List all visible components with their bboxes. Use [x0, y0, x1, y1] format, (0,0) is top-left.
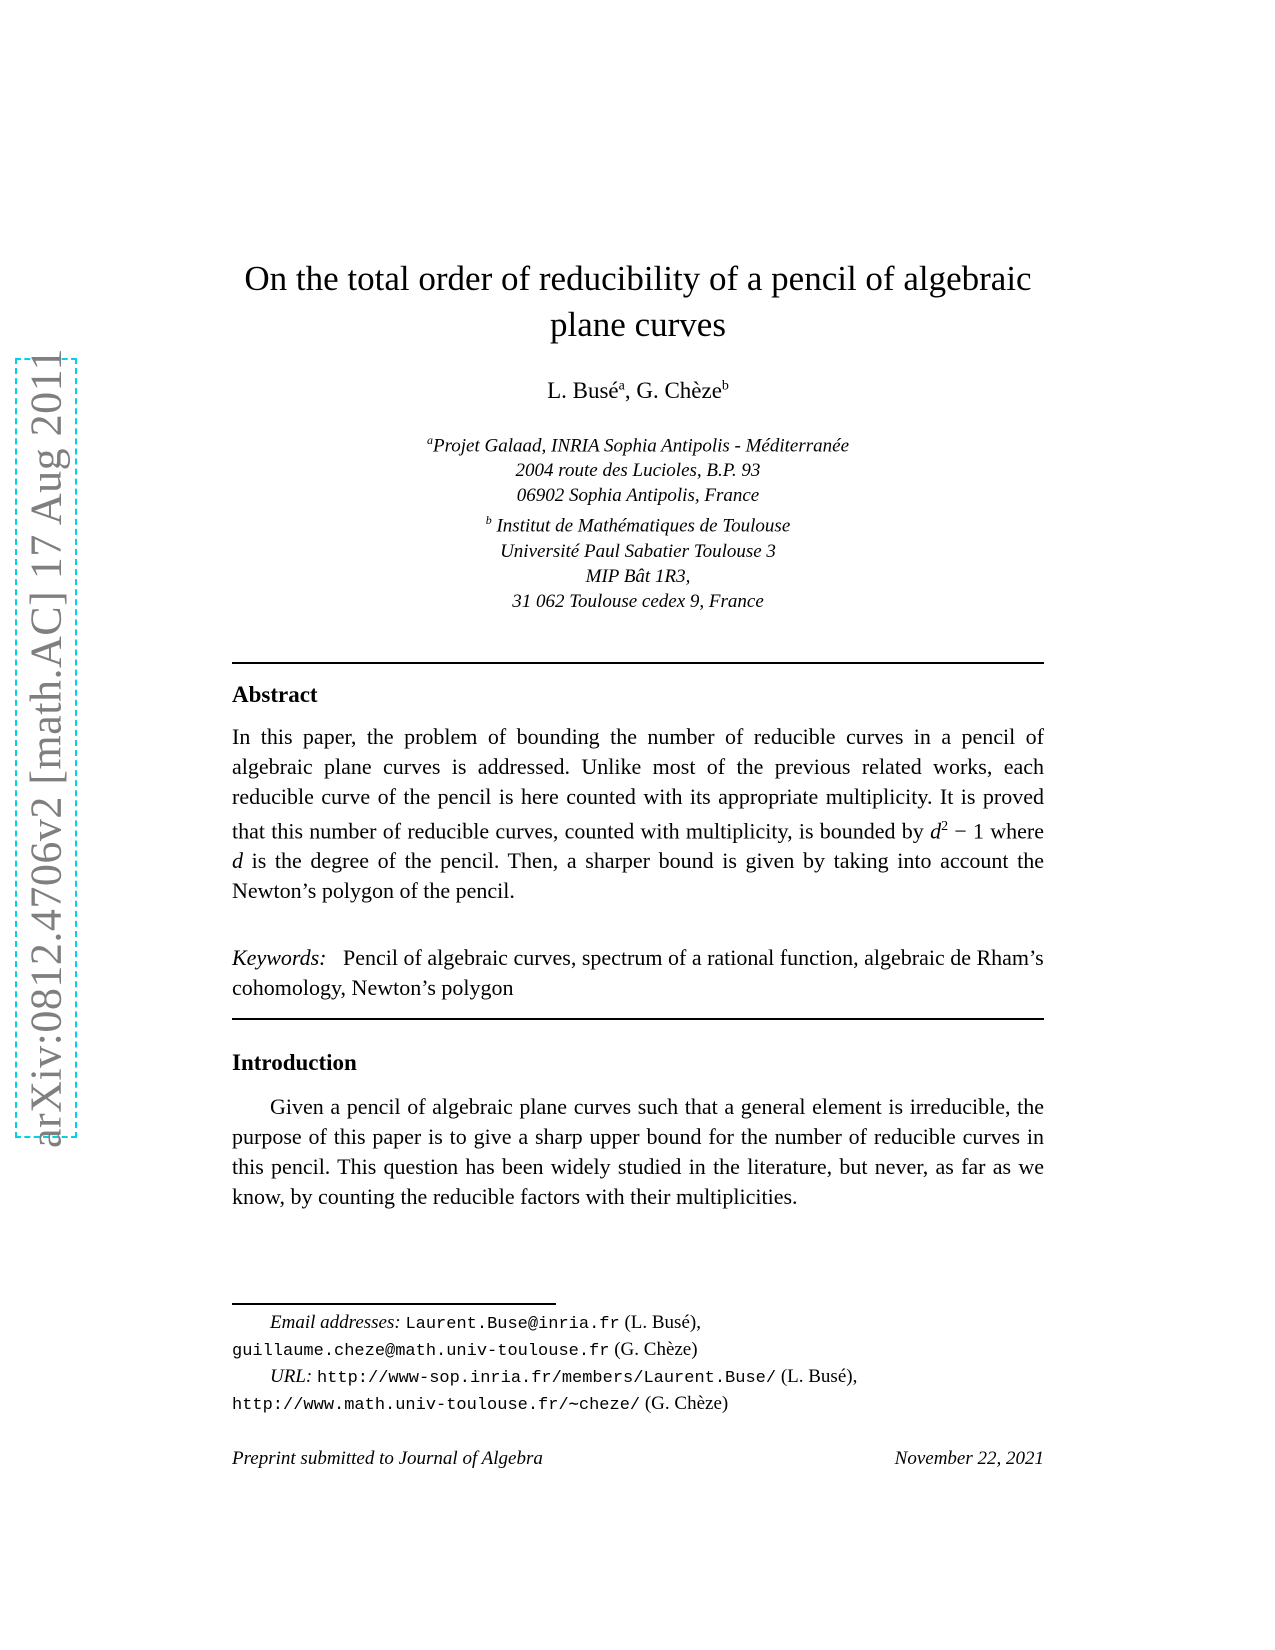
abstract-text: In this paper, the problem of bounding the number of reducible curves in a pencil of algebraic plane curves is addressed. Unlike most of the previous related works, each reducible curve of the pencil is here counted with its appropriate multiplicity. It is proved that this number of reducible curves, counted with multiplicity, is bounded by $d^2 - 1$ where d is the degree of the pencil. Then, a sharper bound is given by taking into account the Newton’s polygon of the pencil. — [232, 724, 1044, 904]
url-cheze[interactable]: http://www.math.univ-toulouse.fr/∼cheze/ — [232, 1396, 641, 1415]
author-1-mark: a — [618, 378, 625, 394]
keywords-label: Keywords: — [232, 945, 327, 970]
footnote-rule — [232, 1303, 556, 1305]
keywords — [232, 943, 1044, 1003]
affiliation-a-line-3: 06902 Sophia Antipolis, France — [516, 485, 760, 507]
math-d: d — [930, 818, 942, 844]
page-footer — [232, 1448, 1044, 1470]
author-separator: , — [624, 378, 637, 403]
footnote-url-line: URL: http://www-sop.inria.fr/members/Laurent.Buse/ (L. Busé), — [270, 1366, 858, 1388]
math-exponent: 2 — [941, 819, 949, 834]
url-buse[interactable]: http://www-sop.inria.fr/members/Laurent.Buse/ — [316, 1369, 777, 1388]
affiliation-a-line-2: 2004 route des Lucioles, B.P. 93 — [515, 460, 761, 482]
email-busé[interactable]: Laurent.Buse@inria.fr — [405, 1315, 620, 1334]
footnote-email-line-2: guillaume.cheze@math.univ-toulouse.fr (G. Chèze) — [232, 1339, 698, 1361]
affiliation-a-mark: a — [426, 433, 433, 447]
introduction-heading: Introduction — [232, 1050, 357, 1075]
abstract-heading: Abstract — [232, 682, 318, 707]
affiliation-b-line-1: $^b$ Institut de Mathématiques de Toulouse — [485, 513, 791, 537]
math-d-2: d — [232, 848, 243, 874]
affiliations — [232, 428, 1044, 614]
title-line-1: On the total order of reducibility of a pencil of algebraic — [244, 259, 1032, 298]
email-label: Email addresses: — [270, 1312, 401, 1333]
arxiv-stamp: arXiv:0812.4706v2 [math.AC] 17 Aug 2011 — [21, 347, 71, 1149]
url-label: URL: — [270, 1366, 313, 1387]
author-2: G. Chèze — [636, 378, 722, 403]
affiliation-b-line-4: 31 062 Toulouse cedex 9, France — [512, 590, 764, 612]
author-list — [232, 378, 1044, 404]
author-1: L. Busé — [547, 378, 619, 403]
affiliation-a-line-1: $^a$Projet Galaad, INRIA Sophia Antipolis - Méditerranée — [426, 433, 849, 457]
title-line-2: plane curves — [550, 305, 726, 344]
footer-date: November 22, 2021 — [894, 1448, 1044, 1469]
affiliation-b-line-3: MIP Bât 1R3, — [585, 565, 691, 587]
paper-title — [232, 256, 1044, 348]
footnotes — [232, 1310, 1044, 1418]
affiliation-b-mark: b — [485, 513, 492, 528]
email-cheze[interactable]: guillaume.cheze@math.univ-toulouse.fr — [232, 1342, 610, 1361]
introduction-text: Given a pencil of algebraic plane curves such that a general element is irreducible, the purpose of this paper is to give a sharp upper bound for the number of reducible curves in this pencil. This question has been widely studied in the literature, but never, as far as we know, by counting the reducible factors with their multiplicities. — [232, 1094, 1044, 1209]
arxiv-stamp-box — [15, 347, 77, 1149]
abstract-bottom-rule — [232, 1018, 1044, 1020]
abstract-top-rule — [232, 662, 1044, 664]
footer-journal: Preprint submitted to Journal of Algebra — [232, 1448, 543, 1469]
footnote-url-line-2: http://www.math.univ-toulouse.fr/∼cheze/ (G. Chèze) — [232, 1393, 729, 1415]
author-2-mark: b — [721, 378, 729, 394]
affiliation-b-line-2: Université Paul Sabatier Toulouse 3 — [500, 540, 776, 562]
math-minus-one: − 1 — [948, 818, 984, 844]
footnote-email-line: Email addresses: Laurent.Buse@inria.fr (L. Busé), — [270, 1312, 701, 1334]
keywords-text: Pencil of algebraic curves, spectrum of a rational function, algebraic de Rham’s cohomology, Newton’s polygon — [232, 945, 1044, 1000]
